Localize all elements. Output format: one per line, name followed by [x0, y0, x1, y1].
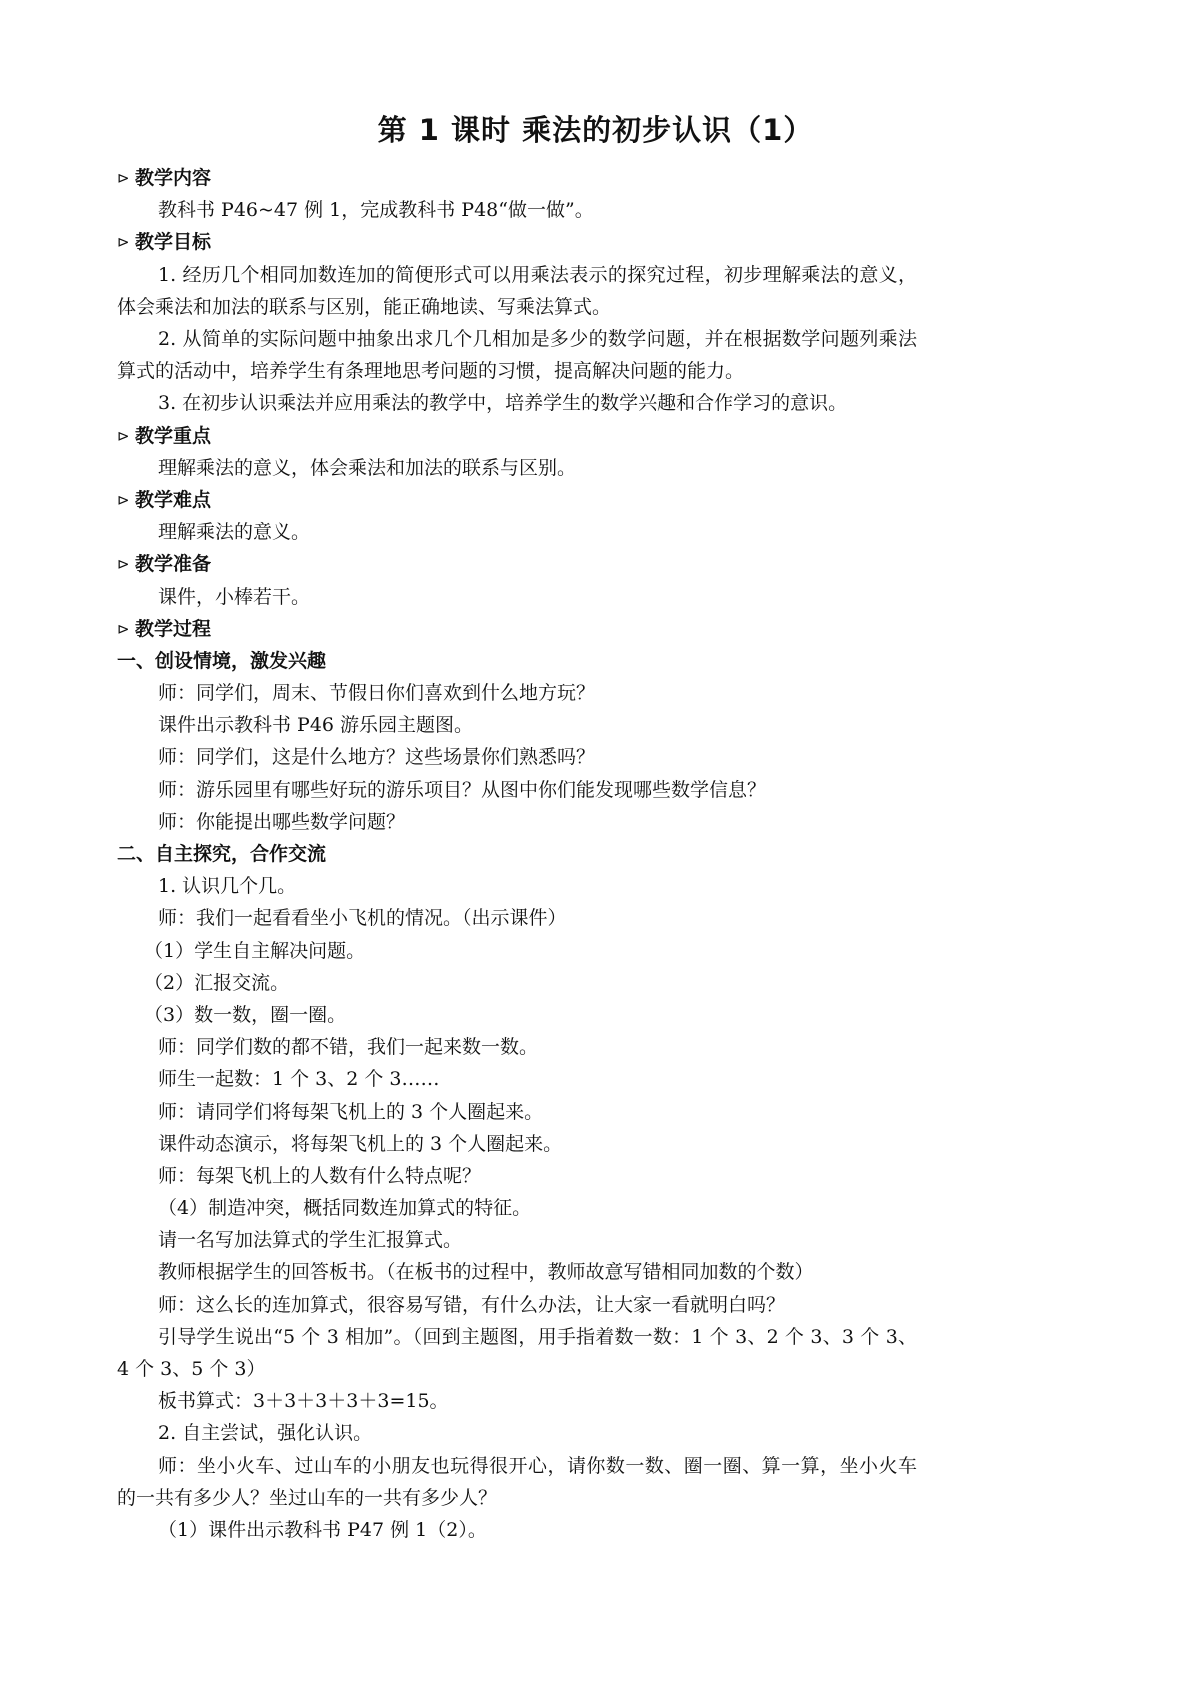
key-text: 理解乘法的意义，体会乘法和加法的联系与区别。 — [158, 456, 577, 479]
document-body — [117, 162, 917, 1546]
part2-line: （4）制造冲突，概括同数连加算式的特征。 — [158, 1197, 532, 1220]
part2-line: 板书算式：3＋3＋3＋3＋3=15。 — [158, 1390, 449, 1413]
part1-line: 师：你能提出哪些数学问题？ — [158, 810, 406, 833]
part2-line: 师：同学们数的都不错，我们一起来数一数。 — [158, 1036, 539, 1059]
page-title: 第 1 课时 乘法的初步认识（1） — [377, 113, 814, 147]
section-marker-icon: ⊳ — [117, 169, 130, 187]
section-heading-key: ⊳ 教学重点 — [117, 420, 917, 452]
part2-line: 2. 自主尝试，强化认识。 — [158, 1422, 373, 1445]
section-marker-icon: ⊳ — [117, 426, 130, 445]
part2-line: （1）学生自主解决问题。 — [144, 939, 366, 962]
content-text: 教科书 P46~47 例 1，完成教科书 P48“做一做”。 — [158, 199, 594, 222]
part2-line: 1. 认识几个几。 — [158, 875, 297, 898]
part1-line: 师：同学们，周末、节假日你们喜欢到什么地方玩？ — [158, 682, 596, 705]
part2-line: 课件动态演示，将每架飞机上的 3 个人圈起来。 — [158, 1132, 563, 1155]
section-marker-icon: ⊳ — [117, 619, 130, 638]
part2-line: 师：每架飞机上的人数有什么特点呢？ — [158, 1164, 482, 1187]
section-heading-difficulty: ⊳ 教学难点 — [117, 484, 917, 516]
part2-line: 师生一起数：1 个 3、2 个 3…… — [158, 1068, 440, 1091]
section-heading-process: ⊳ 教学过程 — [117, 613, 917, 645]
part2-line: （1）课件出示教科书 P47 例 1（2）。 — [158, 1519, 487, 1541]
part2-line: 教师根据学生的回答板书。（在板书的过程中，教师故意写错相同加数的个数） — [158, 1261, 814, 1284]
part1-heading: 一、创设情境，激发兴趣 — [117, 649, 327, 672]
part1-line: 师：同学们，这是什么地方？这些场景你们熟悉吗？ — [158, 746, 596, 769]
section-heading-prep: ⊳ 教学准备 — [117, 548, 917, 580]
prep-text: 课件，小棒若干。 — [158, 585, 311, 608]
section-heading-goals: ⊳ 教学目标 — [117, 226, 917, 258]
part1-line: 师：游乐园里有哪些好玩的游乐项目？从图中你们能发现哪些数学信息？ — [158, 778, 767, 801]
part2-line: （3）数一数，圈一圈。 — [144, 1003, 347, 1026]
section-marker-icon: ⊳ — [117, 233, 130, 252]
goal-2: 2. 从简单的实际问题中抽象出求几个几相加是多少的数学问题，并在根据数学问题列乘法算式的活动中，培养学生有条理地思考问题的习惯，提高解决问题的能力。 — [117, 327, 917, 383]
part2-line: 请一名写加法算式的学生汇报算式。 — [158, 1229, 463, 1252]
part2-heading: 二、自主探究，合作交流 — [117, 843, 327, 865]
part2-line: （2）汇报交流。 — [144, 971, 290, 994]
part2-line: 师：坐小火车、过山车的小朋友也玩得很开心，请你数一数、圈一圈、算一算，坐小火车的一共有多少人？坐过山车的一共有多少人？ — [117, 1454, 917, 1509]
part1-line: 课件出示教科书 P46 游乐园主题图。 — [158, 714, 474, 737]
part2-line: 师：请同学们将每架飞机上的 3 个人圈起来。 — [158, 1100, 544, 1123]
part2-line: 师：这么长的连加算式，很容易写错，有什么办法，让大家一看就明白吗？ — [158, 1293, 786, 1316]
section-heading-content: ⊳ 教学内容 — [117, 162, 917, 194]
difficulty-text: 理解乘法的意义。 — [158, 521, 311, 544]
section-marker-icon: ⊳ — [117, 490, 130, 509]
part2-line: 引导学生说出“5 个 3 相加”。（回到主题图，用手指着数一数：1 个 3、2 个 3、3 个 3、4 个 3、5 个 3） — [117, 1325, 917, 1381]
part2-line: 师：我们一起看看坐小飞机的情况。（出示课件） — [158, 907, 567, 930]
goal-1: 1. 经历几个相同加数连加的简便形式可以用乘法表示的探究过程，初步理解乘法的意义，体会乘法和加法的联系与区别，能正确地读、写乘法算式。 — [117, 263, 917, 318]
goal-3: 3. 在初步认识乘法并应用乘法的教学中，培养学生的数学兴趣和合作学习的意识。 — [158, 392, 848, 415]
section-marker-icon: ⊳ — [117, 555, 130, 574]
